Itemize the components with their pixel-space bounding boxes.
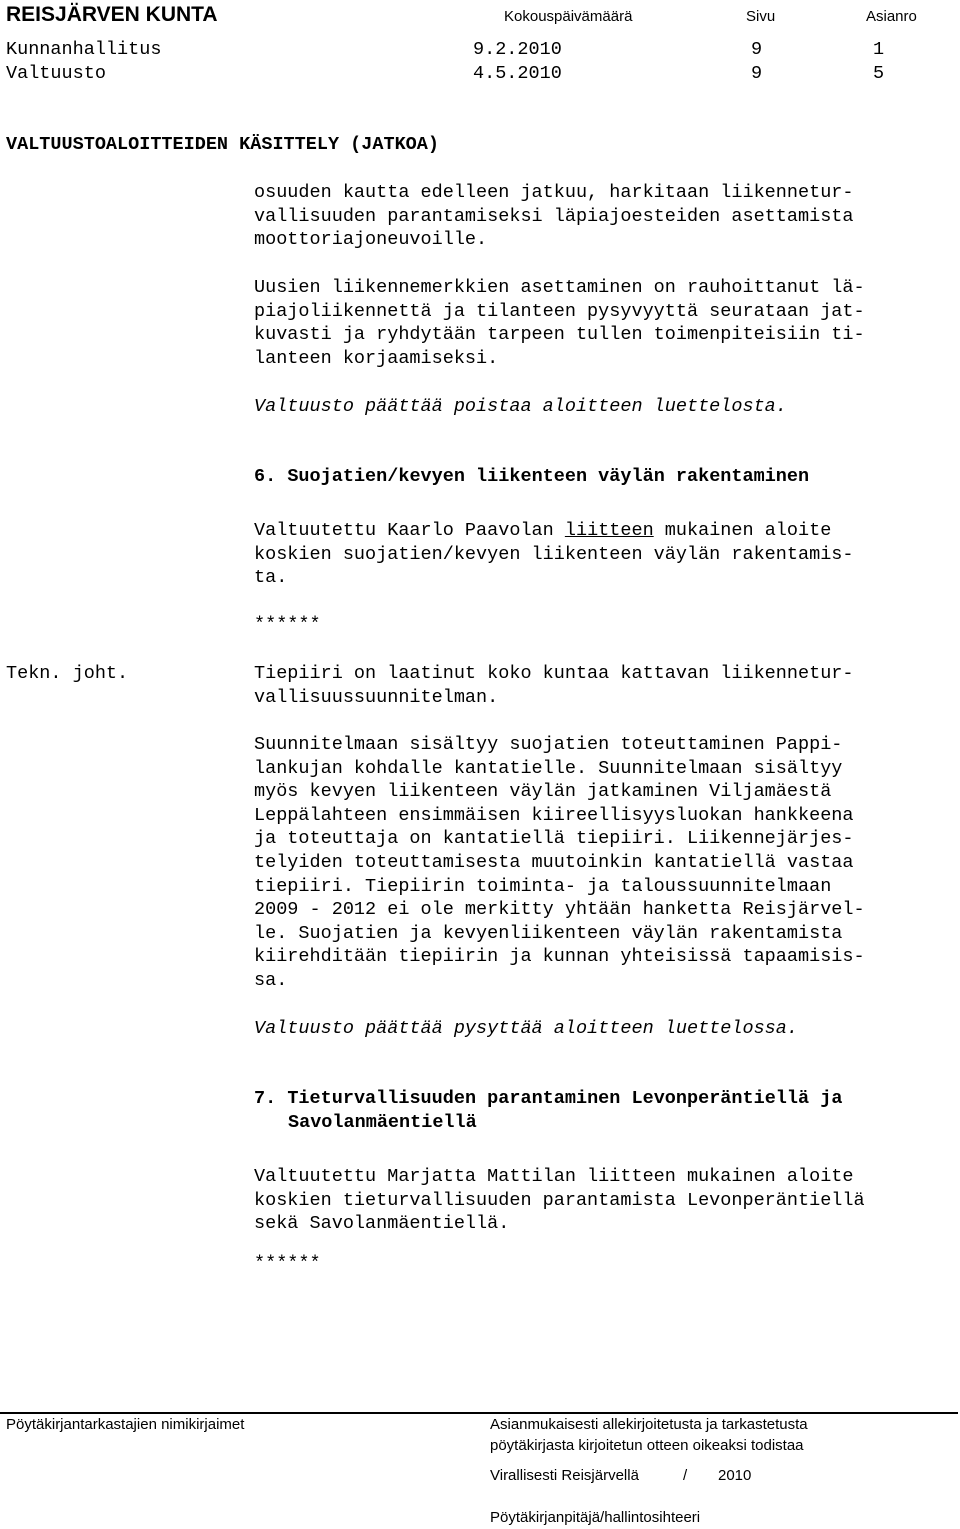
item-6-heading <box>254 465 809 489</box>
footer-certification-line2: pöytäkirjasta kirjoitetun otteen oikeaksi todistaa <box>490 1437 804 1454</box>
column-header-page: Sivu <box>746 8 776 25</box>
footer-year: 2010 <box>718 1467 752 1484</box>
footer-certification-line1: Asianmukaisesti allekirjoitetusta ja tarkastetusta <box>490 1416 808 1433</box>
section-title: VALTUUSTOALOITTEIDEN KÄSITTELY (JATKOA) <box>6 134 439 155</box>
separator-stars: ****** <box>254 614 321 635</box>
item-6-plan-details: Suunnitelmaan sisältyy suojatien toteuttaminen Pappi- lankujan kohdalle kantatielle. Suunnitelmaan sisältyy myös kevyen liikenteen väylän jatkaminen Viljamäestä Leppälahteen ensimmäisen kiireellisyysluokan hankkeena ja toteuttaja on kantatiellä tiepiiri. Liikennejärjes- telyiden toteuttamisesta muutoinkin kantatiellä vastaa tiepiiri. Tiepiirin toiminta- ja taloussuunnitelmaan 2009 - 2012 ei ole merkitty yhtään hanketta Reisjärvel- le. Suojatien ja kevyenliikenteen väylän rakentamista kiirehditään tiepiirin ja kunnan yhteisissä tapaamisis- sa. <box>254 734 865 991</box>
separator-stars: ****** <box>254 1253 321 1274</box>
paragraph-continuation: osuuden kautta edelleen jatkuu, harkitaan liikennetur- vallisuuden parantamiseksi läpiajoesteiden asettamista moottoriajoneuvoille. <box>254 182 854 251</box>
organization-name: REISJÄRVEN KUNTA <box>6 3 218 26</box>
header-row-date: 4.5.2010 <box>473 63 562 84</box>
item-7-intro: Valtuutettu Marjatta Mattilan liitteen mukainen aloite koskien tieturvallisuuden parantamista Levonperäntiellä sekä Savolanmäentiellä. <box>254 1166 865 1235</box>
footer-signer-title: Pöytäkirjanpitäjä/hallintosihteeri <box>490 1509 701 1526</box>
paragraph-traffic-signs: Uusien liikennemerkkien asettaminen on rauhoittanut lä- piajoliikennettä ja tilanteen pysyvyyttä seurataan jat- kuvasti ja ryhdytään tarpeen tullen toimenpiteisiin ti- lanteen korjaamiseksi. <box>254 277 865 369</box>
column-header-item: Asianro <box>866 8 917 25</box>
item-6-number: 6. <box>254 466 277 487</box>
decision-keep: Valtuusto päättää pysyttää aloitteen luettelossa. <box>254 1018 798 1039</box>
column-header-date: Kokouspäivämäärä <box>504 8 633 25</box>
attachment-link[interactable]: liitteen <box>564 520 654 541</box>
header-row-item: 5 <box>873 63 885 84</box>
header-row-body: Kunnanhallitus <box>6 39 162 60</box>
header-row-date: 9.2.2010 <box>473 39 562 60</box>
header-row-item: 1 <box>873 39 885 60</box>
speaker-label: Tekn. joht. <box>6 663 129 684</box>
footer-initials-label: Pöytäkirjantarkastajien nimikirjaimet <box>6 1416 245 1433</box>
header-row-page: 9 <box>751 63 763 84</box>
item-6-intro: Valtuutettu Kaarlo Paavolan liitteen mukainen aloite koskien suojatien/kevyen liikenteen väylän rakentamis- ta. <box>254 520 854 589</box>
footer-divider <box>0 1412 958 1414</box>
item-6-heading-text: Suojatien/kevyen liikenteen väylän rakentaminen <box>287 466 810 487</box>
item-7-heading: 7. Tieturvallisuuden parantaminen Levonperäntiellä ja Savolanmäentiellä <box>254 1088 843 1133</box>
decision-remove: Valtuusto päättää poistaa aloitteen luettelosta. <box>254 396 787 417</box>
header-row-page: 9 <box>751 39 763 60</box>
header-row-body: Valtuusto <box>6 63 106 84</box>
footer-official-place: Virallisesti Reisjärvellä <box>490 1467 639 1484</box>
item-6-statement: Tiepiiri on laatinut koko kuntaa kattavan liikennetur- vallisuussuunnitelman. <box>254 663 854 708</box>
item-7-number: 7. <box>254 1088 277 1109</box>
footer-date-slash: / <box>683 1467 688 1484</box>
